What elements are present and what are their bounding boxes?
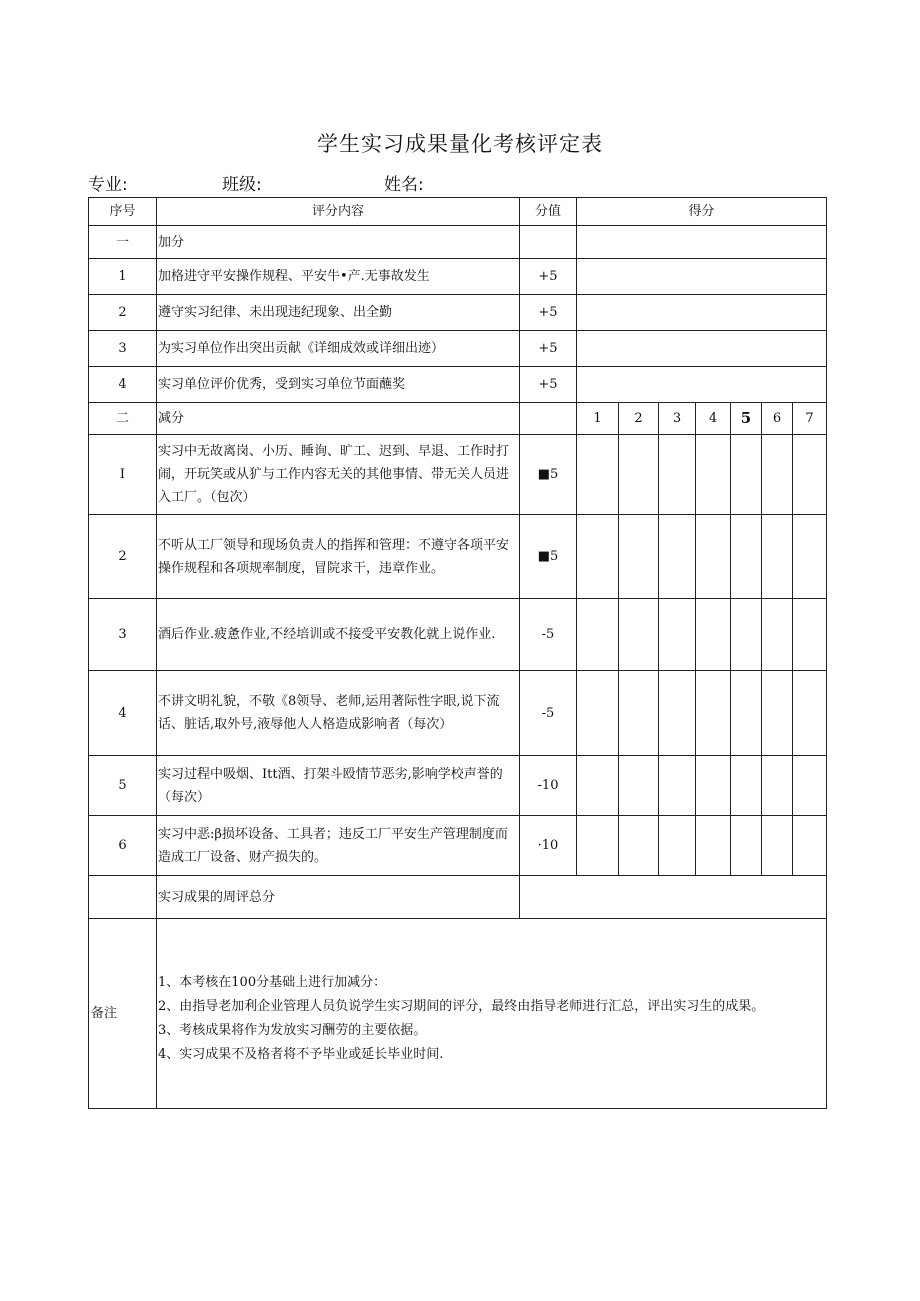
row-value: +5 — [520, 367, 577, 403]
remarks-content — [157, 919, 827, 1109]
score-cell[interactable] — [793, 756, 827, 816]
row-seq: 2 — [89, 295, 157, 331]
score-cell[interactable] — [619, 435, 659, 515]
row-value: +5 — [520, 295, 577, 331]
add-section-label: 加分 — [157, 226, 520, 259]
score-cell[interactable] — [793, 435, 827, 515]
major-label: 专业: — [88, 175, 128, 195]
deduct-row — [89, 671, 827, 756]
row-seq: 4 — [89, 671, 157, 756]
score-cell[interactable] — [731, 756, 762, 816]
score-cell[interactable] — [793, 599, 827, 671]
score-cell[interactable] — [696, 599, 731, 671]
total-row — [89, 876, 827, 919]
value-cell — [520, 403, 577, 435]
total-seq-cell — [89, 876, 157, 919]
total-score-cell[interactable] — [520, 876, 827, 919]
score-cell[interactable] — [762, 756, 793, 816]
score-cell[interactable] — [731, 816, 762, 876]
score-cell[interactable] — [619, 515, 659, 599]
score-cell[interactable] — [731, 671, 762, 756]
score-cell[interactable] — [619, 756, 659, 816]
row-value: ■5 — [520, 435, 577, 515]
add-row — [89, 331, 827, 367]
score-cell[interactable] — [696, 816, 731, 876]
row-content: 实习单位评价优秀，受到实习单位节面蘸奖 — [157, 367, 520, 403]
row-seq: 5 — [89, 756, 157, 816]
col-content-header: 评分内容 — [157, 198, 520, 226]
score-cell[interactable] — [659, 671, 696, 756]
score-cell[interactable] — [793, 816, 827, 876]
score-cell[interactable] — [731, 599, 762, 671]
score-cell[interactable] — [659, 435, 696, 515]
row-content: 实习中无故离岗、小历、睡询、旷工、迟到、早退、工作时打闹，开玩笑或从犷与工作内容无关的其他事情、带无关人员进入工厂。（包次） — [157, 435, 520, 515]
add-section-seq: 一 — [89, 226, 157, 259]
row-content: 为实习单位作出突出贡献《详细成效或详细出迹） — [157, 331, 520, 367]
score-cell[interactable] — [619, 671, 659, 756]
remark-item: 2、由指导老加利企业管理人员负说学生实习期间的评分，最终由指导老师进行汇总，评出实习生的成果。 — [158, 998, 765, 1014]
score-cell[interactable] — [793, 515, 827, 599]
row-seq: 3 — [89, 331, 157, 367]
score-cell[interactable] — [577, 367, 827, 403]
remark-item: 1、本考核在100分基础上进行加减分： — [158, 974, 387, 990]
col-seq-header: 序号 — [89, 198, 157, 226]
score-cell[interactable] — [696, 671, 731, 756]
add-row — [89, 367, 827, 403]
deduct-row — [89, 515, 827, 599]
row-value: +5 — [520, 331, 577, 367]
row-content: 实习中恶:β损坏设备、工具者；违反工厂平安生产管理制度而造成工厂设备、财产损失的。 — [157, 816, 520, 876]
total-label: 实习成果的周评总分 — [157, 876, 520, 919]
evaluation-table — [88, 197, 827, 1109]
score-col-label: 5 — [731, 403, 762, 435]
name-label: 姓名: — [384, 175, 424, 195]
score-cell[interactable] — [762, 599, 793, 671]
score-cell[interactable] — [793, 671, 827, 756]
row-content: 遵守实习纪律、未出现违纪现象、出全勤 — [157, 295, 520, 331]
score-cell[interactable] — [577, 599, 619, 671]
score-cell[interactable] — [731, 515, 762, 599]
deduct-row — [89, 599, 827, 671]
row-content: 不讲文明礼貌，不敬《8领导、老师,运用著际性字眼,说下流话、脏话,取外号,液辱他人人格造成影响者（每次） — [157, 671, 520, 756]
header-row — [89, 198, 827, 226]
score-col-label: 1 — [577, 403, 619, 435]
deduct-row — [89, 435, 827, 515]
row-content: 酒后作业.疲惫作业,不经培训或不接受平安教化就上说作业. — [157, 599, 520, 671]
score-cell[interactable] — [762, 816, 793, 876]
row-value: -5 — [520, 599, 577, 671]
col-value-header: 分值 — [520, 198, 577, 226]
score-cell[interactable] — [577, 671, 619, 756]
deduct-row — [89, 756, 827, 816]
score-cell[interactable] — [577, 331, 827, 367]
deduct-section-label: 减分 — [157, 403, 520, 435]
row-seq: 1 — [89, 259, 157, 295]
add-row — [89, 259, 827, 295]
row-value: -5 — [520, 671, 577, 756]
score-cell[interactable] — [696, 515, 731, 599]
value-cell — [520, 226, 577, 259]
score-cell[interactable] — [696, 756, 731, 816]
score-cell[interactable] — [762, 435, 793, 515]
row-seq: 3 — [89, 599, 157, 671]
row-value: ■5 — [520, 515, 577, 599]
score-cell[interactable] — [577, 295, 827, 331]
score-cell[interactable] — [659, 599, 696, 671]
row-content: 实习过程中吸烟、Itt酒、打架斗殴情节恶劣,影响学校声誉的（每次） — [157, 756, 520, 816]
score-cell[interactable] — [762, 671, 793, 756]
score-cell[interactable] — [659, 756, 696, 816]
score-cell[interactable] — [577, 756, 619, 816]
score-cell[interactable] — [619, 599, 659, 671]
score-cell[interactable] — [731, 435, 762, 515]
score-cell[interactable] — [696, 435, 731, 515]
score-cell[interactable] — [659, 515, 696, 599]
score-cell[interactable] — [577, 435, 619, 515]
row-seq: 6 — [89, 816, 157, 876]
score-cell[interactable] — [619, 816, 659, 876]
deduct-section-row — [89, 403, 827, 435]
score-cell[interactable] — [577, 226, 827, 259]
score-col-label: 3 — [659, 403, 696, 435]
score-col-label: 7 — [793, 403, 827, 435]
deduct-section-seq: 二 — [89, 403, 157, 435]
row-seq: 2 — [89, 515, 157, 599]
score-cell[interactable] — [577, 816, 619, 876]
remark-item: 4、实习成果不及格者将不予毕业或延长毕业时间. — [158, 1046, 444, 1062]
remarks-row — [89, 919, 827, 1109]
score-cell[interactable] — [577, 515, 619, 599]
score-col-label: 2 — [619, 403, 659, 435]
remark-item: 3、考核成果将作为发放实习酬劳的主要依据。 — [158, 1022, 427, 1038]
add-section-row — [89, 226, 827, 259]
remarks-label: 备注 — [89, 919, 157, 1109]
score-cell[interactable] — [659, 816, 696, 876]
row-value: +5 — [520, 259, 577, 295]
score-cell[interactable] — [577, 259, 827, 295]
add-row — [89, 295, 827, 331]
form-title: 学生实习成果量化考核评定表 — [317, 132, 603, 156]
deduct-row — [89, 816, 827, 876]
col-score-header: 得分 — [577, 198, 827, 226]
row-content: 不听从工厂领导和现场负责人的指挥和管理：不遵守各项平安操作规程和各项规率制度，冒院求干，违章作业。 — [157, 515, 520, 599]
score-cell[interactable] — [762, 515, 793, 599]
row-seq: I — [89, 435, 157, 515]
row-content: 加格进守平安操作规程、平安牛•产.无事故发生 — [157, 259, 520, 295]
row-value: -10 — [520, 756, 577, 816]
class-label: 班级: — [222, 175, 262, 195]
row-value: ·10 — [520, 816, 577, 876]
score-col-label: 6 — [762, 403, 793, 435]
row-seq: 4 — [89, 367, 157, 403]
score-col-label: 4 — [696, 403, 731, 435]
